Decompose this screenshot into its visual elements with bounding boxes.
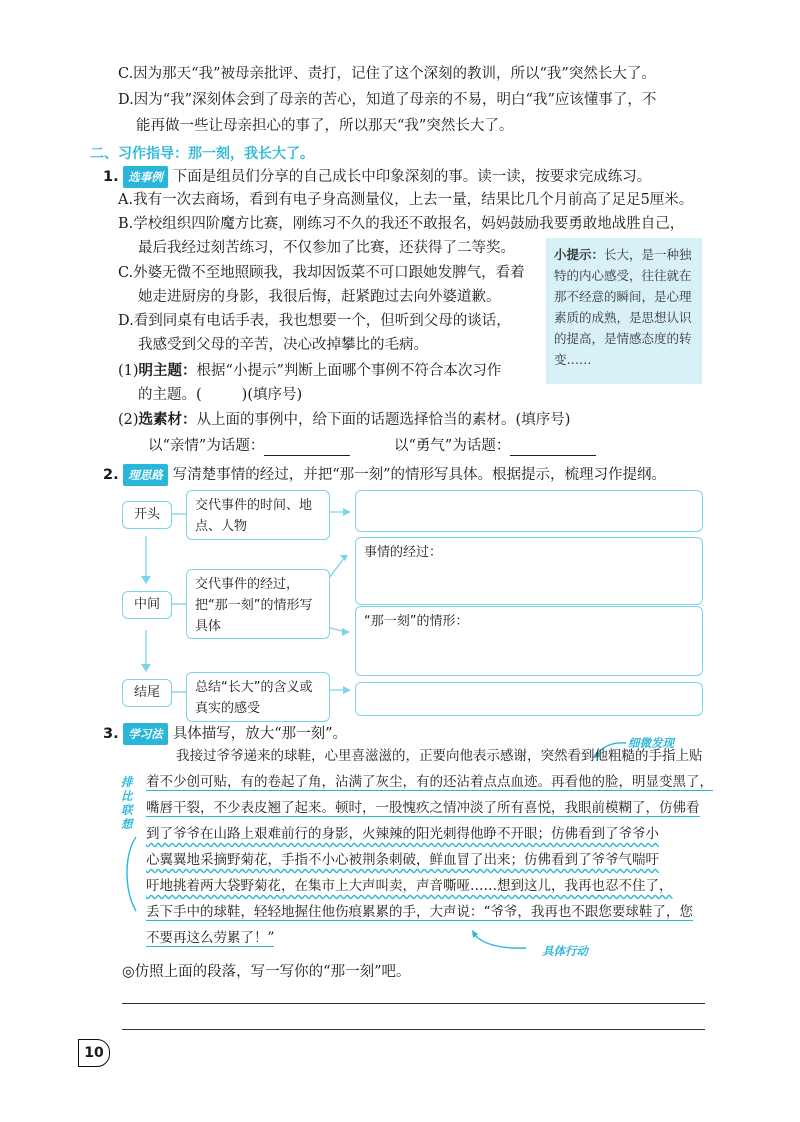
note-concrete-action: 具体行动 [542, 944, 588, 958]
writing-line-2[interactable] [122, 1029, 705, 1030]
option-d-prev-line1: D.因为“我”深刻体会到了母亲的苦心，知道了母亲的不易，明白“我”应该懂事了，不 [118, 92, 657, 108]
passage-text-8: 不要再这么劳累了！” [146, 930, 275, 946]
q1-part2-label: 选素材： [138, 412, 197, 428]
q3-tag: 学习法 [123, 723, 168, 745]
passage-text-4: 到了爷爷在山路上艰难前行的身影，火辣辣的阳光刺得他睁不开眼；仿佛看到了爷爷小 [146, 826, 659, 842]
passage-line-1 [176, 744, 703, 769]
answer-box-ending[interactable] [355, 682, 703, 716]
q1-option-b-line2: 最后我经过刻苦练习，不仅参加了比赛，还获得了二等奖。 [138, 240, 515, 256]
note-bracket-left [118, 835, 140, 915]
q1-option-b-line1: B.学校组织四阶魔方比赛，刚练习不久的我还不敢报名，妈妈鼓励我要勇敢地战胜自己， [118, 216, 685, 232]
tip-text: 长大，是一种独特的内心感受，往往就在那不经意的瞬间，是心理素质的成熟，是思想认识的提高，是情感态度的转变…… [554, 247, 692, 367]
passage-text-1: 我接过爷爷递来的球鞋，心里喜滋滋的，正要向他表示感谢，突然看到他粗糙的手指上贴 [176, 748, 703, 764]
q2-intro: 写清楚事情的经过，并把“那一刻”的情形写具体。根据提示，梳理习作提纲。 [172, 467, 667, 483]
q1-intro: 下面是组员们分享的自己成长中印象深刻的事。读一读，按要求完成练习。 [172, 169, 652, 185]
stage-middle: 中间 [122, 591, 172, 619]
note-subtle-discovery: 细微发现 [628, 736, 674, 750]
passage-text-7: 丢下手中的球鞋，轻轻地握住他伤痕累累的手，大声说：“爷爷，我再也不跟您要球鞋了，您 [146, 904, 693, 920]
q1-part1-number: (1) [118, 363, 139, 379]
q3-intro: 具体描写，放大“那一刻”。 [172, 726, 348, 742]
q1-option-a: A.我有一次去商场，看到有电子身高测量仪，上去一量，结果比几个月前高了足足5厘米。 [118, 192, 694, 208]
option-d-prev-line2: 能再做一些让母亲担心的事了，所以那天“我”突然长大了。 [136, 118, 514, 134]
passage-text-2: 着不少创可贴，有的卷起了角，沾满了灰尘，有的还沾着点点血迹。再看他的脸，明显变黑了， [146, 774, 713, 790]
stage-beginning: 开头 [122, 501, 172, 529]
q2-tag: 理思路 [123, 464, 168, 486]
desc-middle: 交代事件的经过，把“那一刻”的情形写具体 [186, 569, 330, 639]
q3-header [103, 723, 347, 745]
answer-box-moment[interactable] [355, 606, 703, 676]
desc-ending: 总结“长大”的含义或真实的感受 [186, 672, 330, 722]
answer-box-beginning[interactable] [355, 490, 703, 532]
passage-line-4 [146, 822, 659, 847]
passage-line-2 [146, 770, 713, 795]
stage-ending: 结尾 [122, 679, 172, 707]
writing-line-1[interactable] [122, 1003, 705, 1004]
answer-box-moment-label: “那一刻”的情形： [364, 614, 469, 629]
q1-part2-number: (2) [118, 412, 139, 428]
passage-line-7 [146, 900, 693, 925]
passage-line-5 [146, 848, 659, 873]
passage-line-8 [146, 926, 274, 951]
answer-box-process[interactable] [355, 537, 703, 605]
passage-line-3 [146, 796, 700, 821]
passage-text-5: 心翼翼地采摘野菊花，手指不小心被荆条刺破，鲜血冒了出来；仿佛看到了爷爷气喘吁 [146, 852, 659, 868]
note-parallel-association: 排比联想 [121, 775, 133, 831]
passage-text-3: 嘴唇干裂，不少表皮翘了起来。顿时，一股愧疚之情冲淡了所有喜悦，我眼前模糊了，仿佛看 [146, 800, 700, 816]
q1-part1-text2a: 的主题。( [138, 387, 202, 403]
q3-number: 3. [103, 726, 119, 742]
q1-number: 1. [103, 169, 119, 185]
q1-option-d-line2: 我感受到父母的辛苦，决心改掉攀比的毛病。 [138, 337, 428, 353]
q1-tag: 选事例 [123, 166, 168, 188]
section-title: 二、习作指导：那一刻，我长大了。 [90, 146, 314, 162]
option-c-prev: C.因为那天“我”被母亲批评、责打，记住了这个深刻的教训，所以“我”突然长大了。 [118, 66, 656, 82]
q2-number: 2. [103, 467, 119, 483]
passage-line-6 [146, 874, 673, 899]
note-arrow-bottom [470, 930, 540, 956]
q1-option-d-line1: D.看到同桌有电话手表，我也想要一个，但听到父母的谈话， [118, 313, 511, 329]
answer-box-process-label: 事情的经过： [364, 545, 443, 560]
q3-task: ◎仿照上面的段落，写一写你的“那一刻”吧。 [122, 964, 411, 980]
topic-courage-label: 以“勇气”为话题： [394, 438, 511, 454]
passage-text-6: 吁地挑着两大袋野菊花，在集市上大声叫卖，声音嘶哑……想到这儿，我再也忍不住了， [146, 878, 673, 894]
tip-label: 小提示： [554, 247, 605, 262]
desc-beginning: 交代事件的时间、地点、人物 [186, 490, 330, 540]
q1-option-c-line1: C.外婆无微不至地照顾我，我却因饭菜不可口跟她发脾气，看着 [118, 265, 525, 281]
q1-part1-text2b: )(填序号) [241, 387, 303, 403]
q1-part1-text: 根据“小提示”判断上面哪个事例不符合本次习作 [196, 363, 502, 379]
q1-option-c-line2: 她走进厨房的身影，我很后悔，赶紧跑过去向外婆道歉。 [138, 289, 501, 305]
topic-family-label: 以“亲情”为话题： [148, 438, 265, 454]
q1-part2-text: 从上面的事例中，给下面的话题选择恰当的素材。(填序号) [196, 412, 571, 428]
page-number: 10 [78, 1039, 110, 1067]
q1-part1-label: 明主题： [138, 363, 197, 379]
